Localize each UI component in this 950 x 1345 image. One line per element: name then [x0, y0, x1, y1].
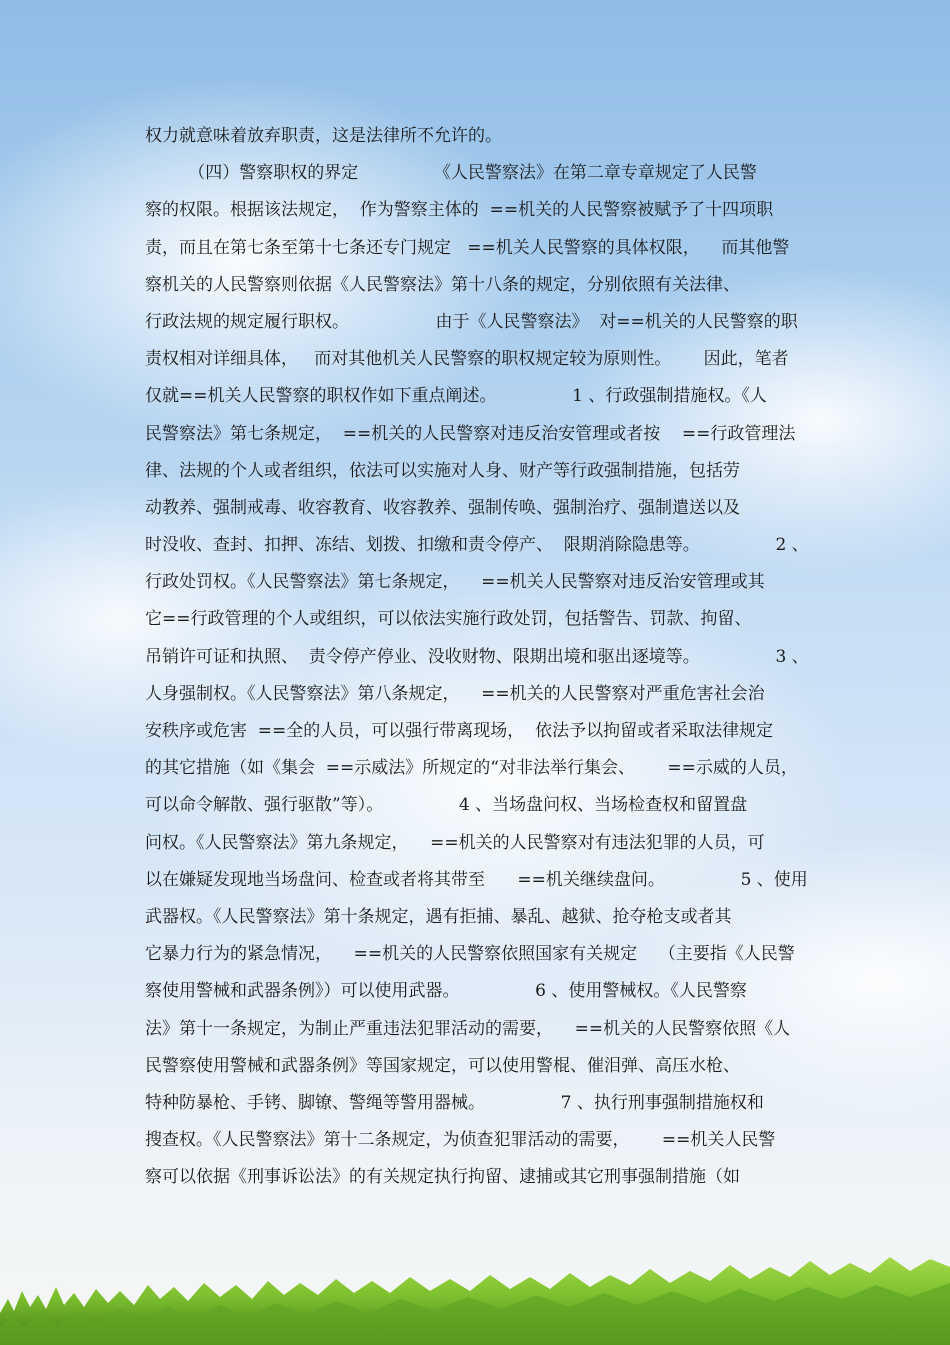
document-body: [145, 118, 810, 1196]
text-line: 律、法规的个人或者组织，依法可以实施对人身、财产等行政强制措施，包括劳: [145, 460, 740, 481]
text-line: 吊销许可证和执照、 责令停产停业、没收财物、限期出境和驱出逐境等。 3 、: [145, 646, 809, 667]
text-line: 武器权。《人民警察法》第十条规定，遇有拒捕、暴乱、越狱、抢夺枪支或者其: [145, 906, 732, 927]
text-line: 特种防暴枪、手铐、脚镣、警绳等警用器械。 7 、执行刑事强制措施权和: [145, 1092, 764, 1113]
grass-decoration: [0, 1195, 950, 1345]
text-line: 时没收、查封、扣押、冻结、划拨、扣缴和责令停产、 限期消除隐患等。 2 、: [145, 535, 809, 556]
text-line: 权力就意味着放弃职责，这是法律所不允许的。: [145, 126, 502, 146]
text-line: 法》第十一条规定，为制止严重违法犯罪活动的需要， ==机关的人民警察依照《人: [145, 1018, 791, 1039]
text-line: 仅就==机关人民警察的职权作如下重点阐述。 1 、行政强制措施权。《人: [145, 386, 767, 407]
text-line: 责，而且在第七条至第十七条还专门规定 ==机关人民警察的具体权限， 而其他警: [145, 237, 790, 258]
text-line: 以在嫌疑发现地当场盘问、检查或者将其带至 ==机关继续盘问。 5 、使用: [145, 869, 808, 890]
text-line: 察的权限。根据该法规定， 作为警察主体的 ==机关的人民警察被赋予了十四项职: [145, 200, 774, 221]
text-line: 行政法规的规定履行职权。 由于《人民警察法》 对==机关的人民警察的职: [145, 311, 798, 332]
text-line: 的其它措施（如《集会 ==示威法》所规定的“对非法举行集会、 ==示威的人员，: [145, 758, 798, 779]
text-line: 察机关的人民警察则依据《人民警察法》第十八条的规定，分别依照有关法律、: [145, 274, 740, 295]
text-line: 察可以依据《刑事诉讼法》的有关规定执行拘留、逮捕或其它刑事强制措施（如: [145, 1167, 740, 1188]
text-line: 搜查权。《人民警察法》第十二条规定，为侦查犯罪活动的需要， ==机关人民警: [145, 1130, 776, 1151]
text-line: （四）警察职权的界定 《人民警察法》在第二章专章规定了人民警: [145, 163, 757, 184]
text-line: 民警察使用警械和武器条例》等国家规定，可以使用警棍、催泪弹、高压水枪、: [145, 1055, 740, 1076]
text-line: 人身强制权。《人民警察法》第八条规定， ==机关的人民警察对严重危害社会治: [145, 683, 765, 704]
text-line: 行政处罚权。《人民警察法》第七条规定， ==机关人民警察对违反治安管理或其: [145, 572, 765, 593]
text-line: 民警察法》第七条规定， ==机关的人民警察对违反治安管理或者按 ==行政管理法: [145, 423, 796, 444]
text-line: 安秩序或危害 ==全的人员，可以强行带离现场， 依法予以拘留或者采取法律规定: [145, 721, 774, 741]
text-line: 它暴力行为的紧急情况， ==机关的人民警察依照国家有关规定 （主要指《人民警: [145, 944, 795, 965]
text-line: 问权。《人民警察法》第九条规定， ==机关的人民警察对有违法犯罪的人员，可: [145, 832, 765, 853]
text-line: 动教养、强制戒毒、收容教育、收容教养、强制传唤、强制治疗、强制遣送以及: [145, 497, 740, 518]
text-line: 察使用警械和武器条例》）可以使用武器。 6 、使用警械权。《人民警察: [145, 981, 747, 1002]
text-line: 它==行政管理的个人或组织，可以依法实施行政处罚，包括警告、罚款、拘留、: [145, 609, 752, 630]
text-line: 可以命令解散、强行驱散”等）。 4 、当场盘问权、当场检查权和留置盘: [145, 795, 748, 816]
text-line: 责权相对详细具体， 而对其他机关人民警察的职权规定较为原则性。 因此，笔者: [145, 349, 789, 370]
